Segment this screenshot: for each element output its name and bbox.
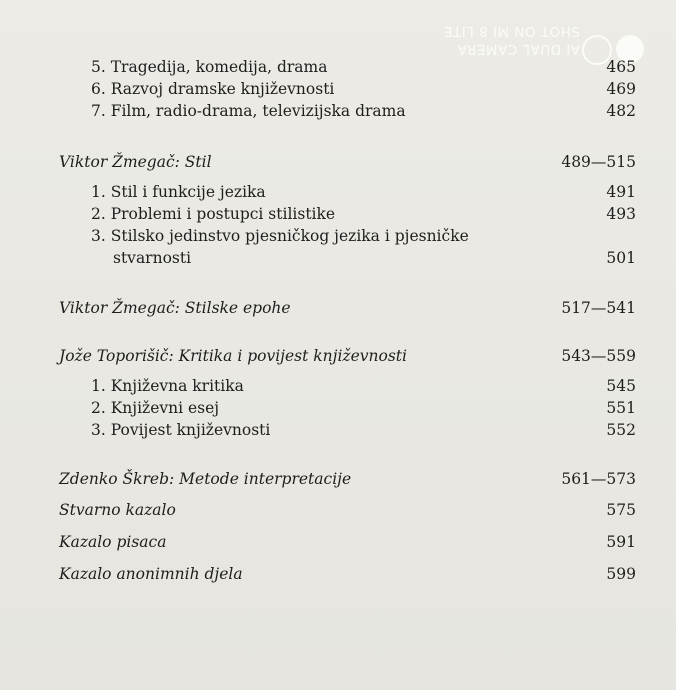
toc-entry-label-continued: stvarnosti bbox=[113, 249, 192, 267]
toc-entry-label: 3. Povijest književnosti bbox=[91, 421, 271, 439]
toc-section-pages: 517—541 bbox=[561, 299, 636, 317]
toc-section-title: Viktor Žmegač: Stil bbox=[59, 153, 212, 171]
toc-entry-label: 6. Razvoj dramske književnosti bbox=[91, 80, 335, 98]
toc-entry-page: 482 bbox=[606, 102, 636, 120]
toc-entry-label: 2. Književni esej bbox=[91, 399, 220, 417]
watermark-line-1: AI DUAL CAMERA bbox=[457, 41, 580, 57]
toc-section-pages: 599 bbox=[606, 565, 636, 583]
toc-entry-label: 1. Stil i funkcije jezika bbox=[91, 183, 266, 201]
toc-entry-label: 2. Problemi i postupci stilistike bbox=[91, 205, 336, 223]
toc-entry-page: 465 bbox=[606, 58, 636, 76]
toc-entry-page: 491 bbox=[606, 183, 636, 201]
toc-entry-label: 5. Tragedija, komedija, drama bbox=[91, 58, 328, 76]
toc-entry-page: 551 bbox=[606, 399, 636, 417]
watermark-line-2: SHOT ON MI 8 LITE bbox=[443, 23, 580, 39]
toc-entry-label: 1. Književna kritika bbox=[91, 377, 244, 395]
toc-entry-page: 552 bbox=[606, 421, 636, 439]
toc-section-pages: 489—515 bbox=[561, 153, 636, 171]
toc-section-pages: 543—559 bbox=[561, 347, 636, 365]
toc-section-title: Stvarno kazalo bbox=[59, 501, 176, 519]
toc-section-pages: 561—573 bbox=[561, 470, 636, 488]
toc-entry-label: 3. Stilsko jedinstvo pjesničkog jezika i pjesničke bbox=[91, 227, 469, 245]
toc-entry-page: 493 bbox=[606, 205, 636, 223]
camera-watermark bbox=[410, 22, 580, 58]
toc-entry-page: 545 bbox=[606, 377, 636, 395]
toc-section-pages: 575 bbox=[606, 501, 636, 519]
toc-entry-page: 501 bbox=[606, 249, 636, 267]
toc-section-title: Zdenko Škreb: Metode interpretacije bbox=[59, 470, 352, 488]
toc-entry-page: 469 bbox=[606, 80, 636, 98]
toc-section-pages: 591 bbox=[606, 533, 636, 551]
toc-section-title: Jože Toporišič: Kritika i povijest književnosti bbox=[59, 347, 407, 365]
toc-section-title: Viktor Žmegač: Stilske epohe bbox=[59, 299, 291, 317]
toc-section-title: Kazalo anonimnih djela bbox=[59, 565, 243, 583]
toc-section-title: Kazalo pisaca bbox=[59, 533, 167, 551]
toc-entry-label: 7. Film, radio-drama, televizijska drama bbox=[91, 102, 406, 120]
